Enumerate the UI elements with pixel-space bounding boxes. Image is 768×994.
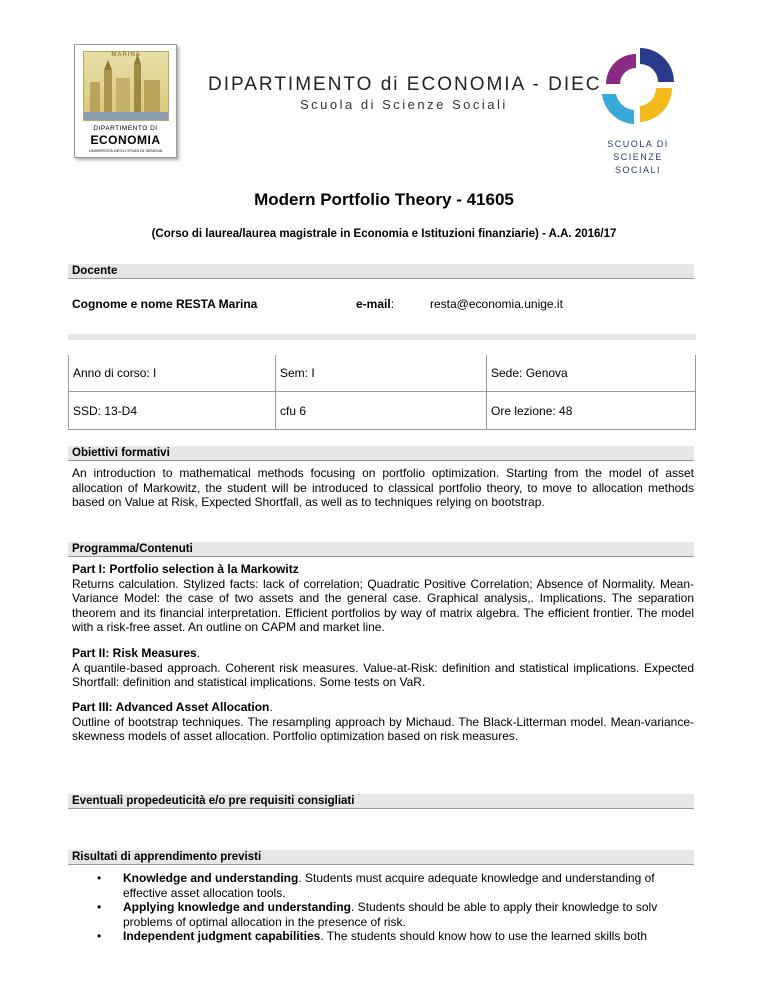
list-item: [97, 929, 695, 944]
city-illustration: [83, 51, 169, 121]
part-text: A quantile-based approach. Coherent risk measures. Value-at-Risk: definition and statistical implications. Expected Shortfall: definition and statistical implications. Some tests on VaR.: [72, 660, 694, 689]
part-heading: Part II: Risk Measures: [72, 646, 197, 660]
table-cell: Ore lezione: 48: [487, 392, 696, 430]
logo-caption: MARINA: [111, 52, 141, 58]
table-cell: cfu 6: [276, 392, 487, 430]
program-part-1: [72, 562, 694, 635]
part-heading-suffix: .: [269, 700, 273, 714]
school-logo-text: [598, 138, 678, 177]
outcome-title: Knowledge and understanding: [123, 871, 299, 885]
outcome-title: Independent judgment capabilities: [123, 929, 321, 943]
section-docente: Docente: [68, 264, 694, 279]
outcome-title: Applying knowledge and understanding: [123, 900, 352, 914]
part-heading-suffix: .: [196, 646, 201, 660]
email-colon: :: [390, 297, 395, 311]
bullet-icon: •: [97, 929, 102, 943]
table-cell: SSD: 13-D4: [69, 392, 276, 430]
obiettivi-text: An introduction to mathematical methods focusing on portfolio optimization. Starting from the model of asset allocation of Markowitz, the student will be introduced to classical portfolio theory, to move to allocation methods based on Value at Risk, Expected Shortfall, as well as to techniques relying on bootstrap.: [72, 466, 694, 509]
email-label-group: [356, 297, 394, 312]
email-label: e-mail: [356, 297, 391, 311]
teacher-email: resta@economia.unige.it: [430, 297, 563, 311]
bullet-icon: •: [97, 871, 102, 885]
school-logo-line-1: SCUOLA DI: [607, 139, 669, 149]
section-propedeuticita: Eventuali propedeuticità e/o pre requisiti consigliati: [68, 794, 694, 809]
table-row: [69, 355, 696, 392]
course-title: Modern Portfolio Theory - 41605: [254, 190, 514, 209]
department-logo: [74, 44, 177, 158]
outcome-text: . Students must acquire adequate knowledge and understanding of effective asset allocation tools.: [123, 871, 655, 900]
course-subtitle: (Corso di laurea/laurea magistrale in Economia e Istituzioni finanziarie) - A.A. 2016/17: [151, 228, 617, 240]
logo-line-2: ECONOMIA: [90, 133, 161, 147]
list-item: [97, 871, 695, 900]
outcome-text: . The students should know how to use the learned skills both: [320, 929, 648, 943]
list-item: [97, 900, 695, 929]
section-divider: [68, 334, 696, 340]
school-name: Scuola di Scienze Sociali: [300, 97, 508, 112]
table-row: [69, 392, 696, 430]
section-programma: Programma/Contenuti: [68, 542, 694, 557]
school-logo-line-2: SCIENZE SOCIALI: [613, 152, 663, 175]
part-heading: Part I: Portfolio selection à la Markowitz: [72, 562, 299, 576]
table-cell: Sede: Genova: [487, 355, 696, 392]
logo-line-1: DIPARTIMENTO DI: [93, 125, 158, 132]
section-risultati: Risultati di apprendimento previsti: [68, 850, 694, 865]
section-obiettivi: Obiettivi formativi: [68, 446, 694, 461]
teacher-name: Cognome e nome RESTA Marina: [72, 297, 258, 311]
table-cell: Sem: I: [276, 355, 487, 392]
school-logo-icon: [596, 44, 678, 140]
part-text: Outline of bootstrap techniques. The resampling approach by Michaud. The Black-Litterman model. Mean-variance-skewness models of asset allocation. Portfolio optimization based on risk measures.: [72, 714, 694, 743]
outcome-text: . Students should be able to apply their knowledge to solv problems of optimal allocation in the presence of risk.: [123, 900, 658, 929]
logo-line-3: UNIVERSITÀ DEGLI STUDI DI GENOVA: [88, 148, 163, 153]
program-part-3: [72, 700, 694, 744]
department-name: DIPARTIMENTO di ECONOMIA - DIEC: [208, 74, 602, 95]
course-info-table: [68, 355, 696, 430]
part-heading: Part III: Advanced Asset Allocation: [72, 700, 270, 714]
part-text: Returns calculation. Stylized facts: lack of correlation; Quadratic Positive Correlation; Absence of Normality. Mean-Variance Model: the case of two assets and the general case. Graphical analysis,. Implications. The separation theorem and its financial interpretation. Efficient portfolios by way of matrix algebra. The efficient frontier. The model with a risk-free asset. An outline on CAPM and market line.: [72, 576, 694, 634]
program-part-2: [72, 646, 694, 690]
bullet-icon: •: [97, 900, 102, 914]
outcomes-list: [97, 871, 695, 944]
table-cell: Anno di corso: I: [69, 355, 276, 392]
